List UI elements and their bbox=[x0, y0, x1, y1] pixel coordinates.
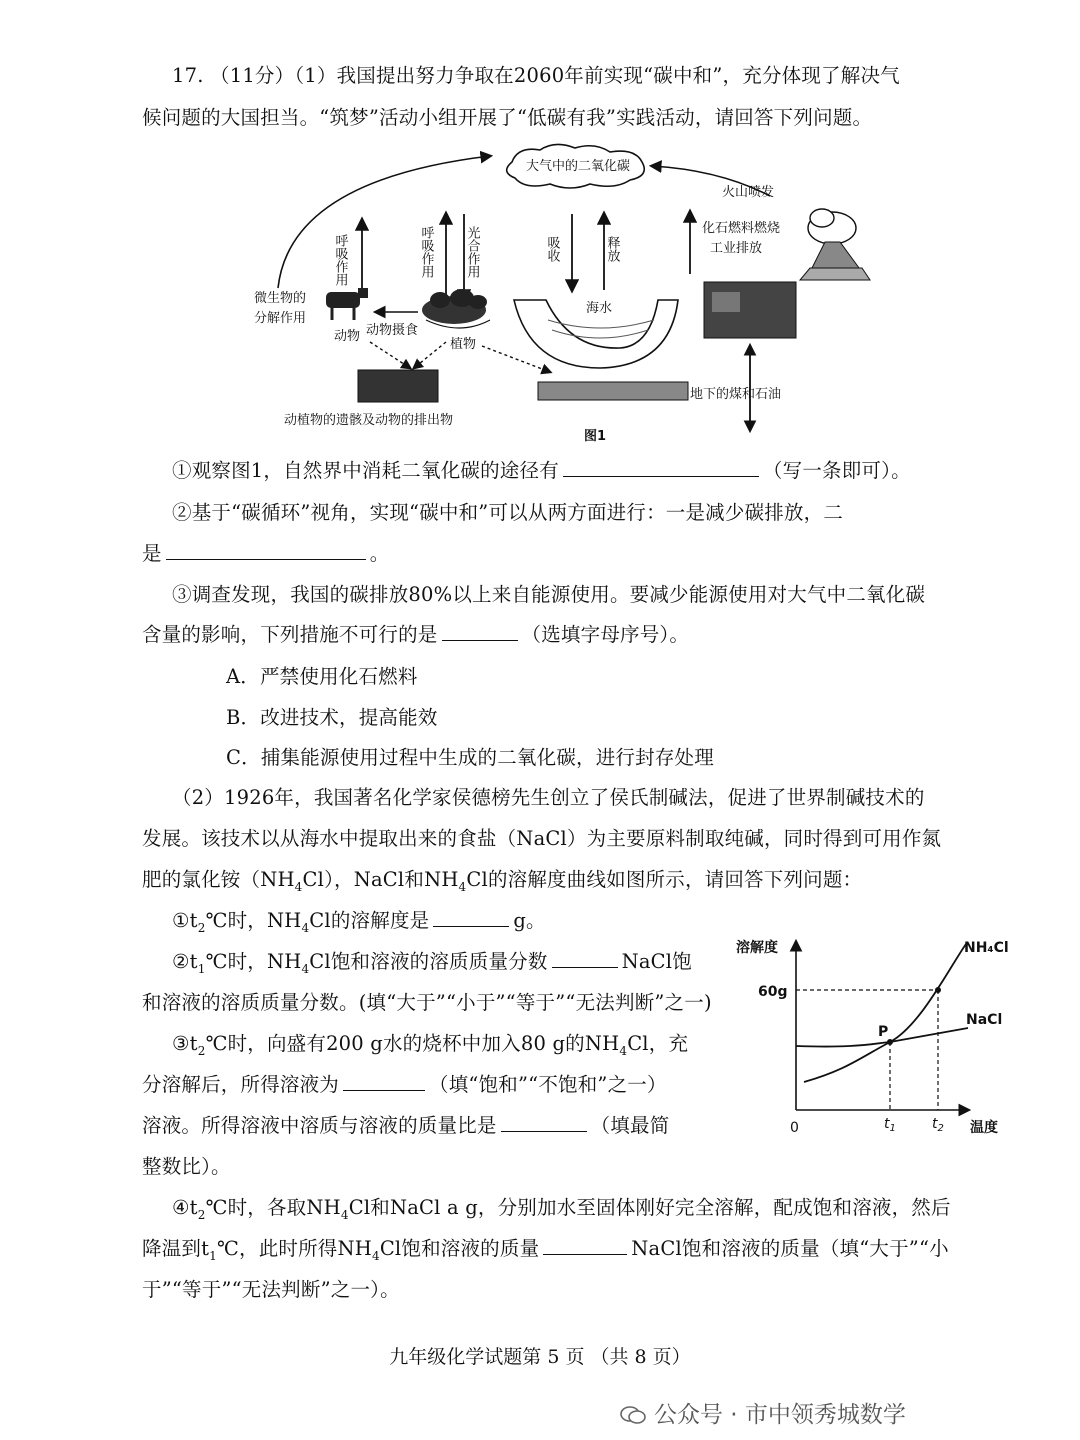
answer-blank-5[interactable] bbox=[552, 966, 618, 968]
microbe-label-2: 分解作用 bbox=[254, 311, 307, 326]
animal-label: 动物 bbox=[334, 329, 361, 344]
nh4cl-point-t2 bbox=[935, 987, 941, 993]
subq-2-2b: 和溶液的溶质质量分数。(填“大于”“小于”“等于”“无法判断”之一) bbox=[142, 991, 712, 1014]
carbon-cycle-diagram bbox=[250, 140, 890, 450]
series-label-nh4cl: NH₄Cl bbox=[964, 940, 1009, 956]
coal-layer-image bbox=[538, 382, 688, 400]
volcano-icon bbox=[800, 209, 870, 280]
subq-2-3a: $③t_2℃$时，向盛有200 g水的烧杯中加入80 g的$NH_4Cl$，充 bbox=[172, 1032, 689, 1058]
subq-1-2a: ②基于“碳循环”视角，实现“碳中和”可以从两方面进行：一是减少碳排放，二 bbox=[172, 501, 844, 524]
plant-label: 植物 bbox=[450, 337, 477, 352]
subq-1-1: ①观察图1，自然界中消耗二氧化碳的途径有 （写一条即可）。 bbox=[172, 459, 911, 482]
question-header: 17. （11分）（1）我国提出努力争取在2060年前实现“碳中和”，充分体现了解决气 bbox=[172, 64, 900, 87]
subq-2-3c: 溶液。所得溶液中溶质与溶液的质量比是 （填最简 bbox=[142, 1114, 670, 1137]
coal-label: 地下的煤和石油 bbox=[690, 387, 782, 402]
y-axis-label: 溶解度 bbox=[736, 940, 778, 956]
origin-label: 0 bbox=[790, 1120, 799, 1136]
figure-caption: 图1 bbox=[584, 429, 607, 444]
subq-1-2b: 是 。 bbox=[142, 542, 390, 565]
release-label: 释放 bbox=[604, 236, 620, 262]
question-intro: 候问题的大国担当。“筑梦”活动小组开展了“低碳有我”实践活动，请回答下列问题。 bbox=[142, 106, 873, 129]
industry-label: 工业排放 bbox=[710, 241, 763, 256]
part2-intro-2: 发展。该技术以从海水中提取出来的食盐（NaCl）为主要原料制取纯碱，同时得到可用作氮 bbox=[142, 827, 942, 850]
part2-intro-3: 肥的氯化铵$(NH_4Cl)$，NaCl和$NH_4Cl$的溶解度曲线如图所示，请回答下列问题： bbox=[142, 868, 863, 894]
answer-blank-3[interactable] bbox=[442, 639, 518, 641]
seawater-label: 海水 bbox=[586, 301, 613, 316]
volcano-label: 火山喷发 bbox=[722, 185, 775, 200]
answer-blank-7[interactable] bbox=[501, 1130, 587, 1132]
microbe-label-1: 微生物的 bbox=[254, 291, 307, 306]
wechat-icon bbox=[620, 1405, 646, 1425]
watermark: 公众号 · 市中领秀城数学 bbox=[620, 1396, 906, 1429]
nh4cl-curve bbox=[804, 944, 966, 1082]
remains-label: 动植物的遗骸及动物的排出物 bbox=[284, 413, 454, 428]
answer-blank-4[interactable] bbox=[433, 925, 509, 927]
subq-2-4c: 于”“等于”“无法判断”之一）。 bbox=[142, 1278, 400, 1301]
respiration-label-1: 呼吸作用 bbox=[332, 234, 348, 286]
series-label-nacl: NaCl bbox=[966, 1012, 1003, 1028]
absorb-label: 吸收 bbox=[544, 236, 560, 262]
option-b[interactable]: B．改进技术，提高能效 bbox=[226, 706, 438, 729]
atmosphere-label: 大气中的二氧化碳 bbox=[525, 159, 631, 174]
solubility-chart bbox=[728, 930, 1018, 1140]
photosynthesis-label: 光合作用 bbox=[464, 226, 480, 278]
remains-image bbox=[358, 370, 438, 402]
answer-blank-2[interactable] bbox=[166, 558, 366, 560]
option-c[interactable]: C．捕集能源使用过程中生成的二氧化碳，进行封存处理 bbox=[226, 746, 714, 769]
subq-1-3a: ③调查发现，我国的碳排放80%以上来自能源使用。要减少能源使用对大气中二氧化碳 bbox=[172, 583, 926, 606]
left-arc-arrow bbox=[278, 156, 490, 288]
y-tick-60g: 60g bbox=[758, 984, 788, 1000]
x-axis-label: 温度 bbox=[970, 1120, 998, 1136]
respiration-label-2: 呼吸作用 bbox=[418, 226, 434, 278]
part2-intro-1: （2）1926年，我国著名化学家侯德榜先生创立了侯氏制碱法，促进了世界制碱技术的 bbox=[172, 786, 925, 809]
x-tick-t2: $t_2$ bbox=[932, 1116, 944, 1134]
answer-blank-8[interactable] bbox=[543, 1253, 627, 1255]
ingest-label: 动物摄食 bbox=[366, 323, 419, 338]
option-a[interactable]: A．严禁使用化石燃料 bbox=[226, 665, 418, 688]
answer-blank-6[interactable] bbox=[343, 1089, 425, 1091]
page-footer: 九年级化学试题第 5 页 （共 8 页） bbox=[389, 1346, 691, 1368]
subq-2-1: $①t_2℃$时，$NH_4Cl$的溶解度是 g。 bbox=[172, 909, 546, 935]
fossil-label: 化石燃料燃烧 bbox=[702, 221, 781, 236]
point-label-p: P bbox=[878, 1024, 889, 1040]
subq-2-4b: 降温到$t_1℃$，此时所得$NH_4Cl$饱和溶液的质量 NaCl饱和溶液的质量（填“大于”“小 bbox=[142, 1237, 949, 1263]
trees-icon bbox=[422, 289, 490, 328]
answer-blank-1[interactable] bbox=[563, 475, 759, 477]
cow-icon bbox=[326, 288, 368, 320]
subq-2-3d: 整数比）。 bbox=[142, 1155, 231, 1178]
subq-2-4a: $④t_2℃$时，各取$NH_4Cl$和NaCl a g，分别加水至固体刚好完全溶解，配成饱和溶液，然后 bbox=[172, 1196, 951, 1222]
x-tick-t1: $t_1$ bbox=[884, 1116, 896, 1134]
subq-2-2a: $②t_1℃$时，$NH_4Cl$饱和溶液的溶质质量分数 NaCl饱 bbox=[172, 950, 692, 976]
subq-2-3b: 分溶解后，所得溶液为 （填“饱和”“不饱和”之一） bbox=[142, 1073, 667, 1096]
subq-1-3b: 含量的影响，下列措施不可行的是 （选填字母序号）。 bbox=[142, 623, 690, 646]
